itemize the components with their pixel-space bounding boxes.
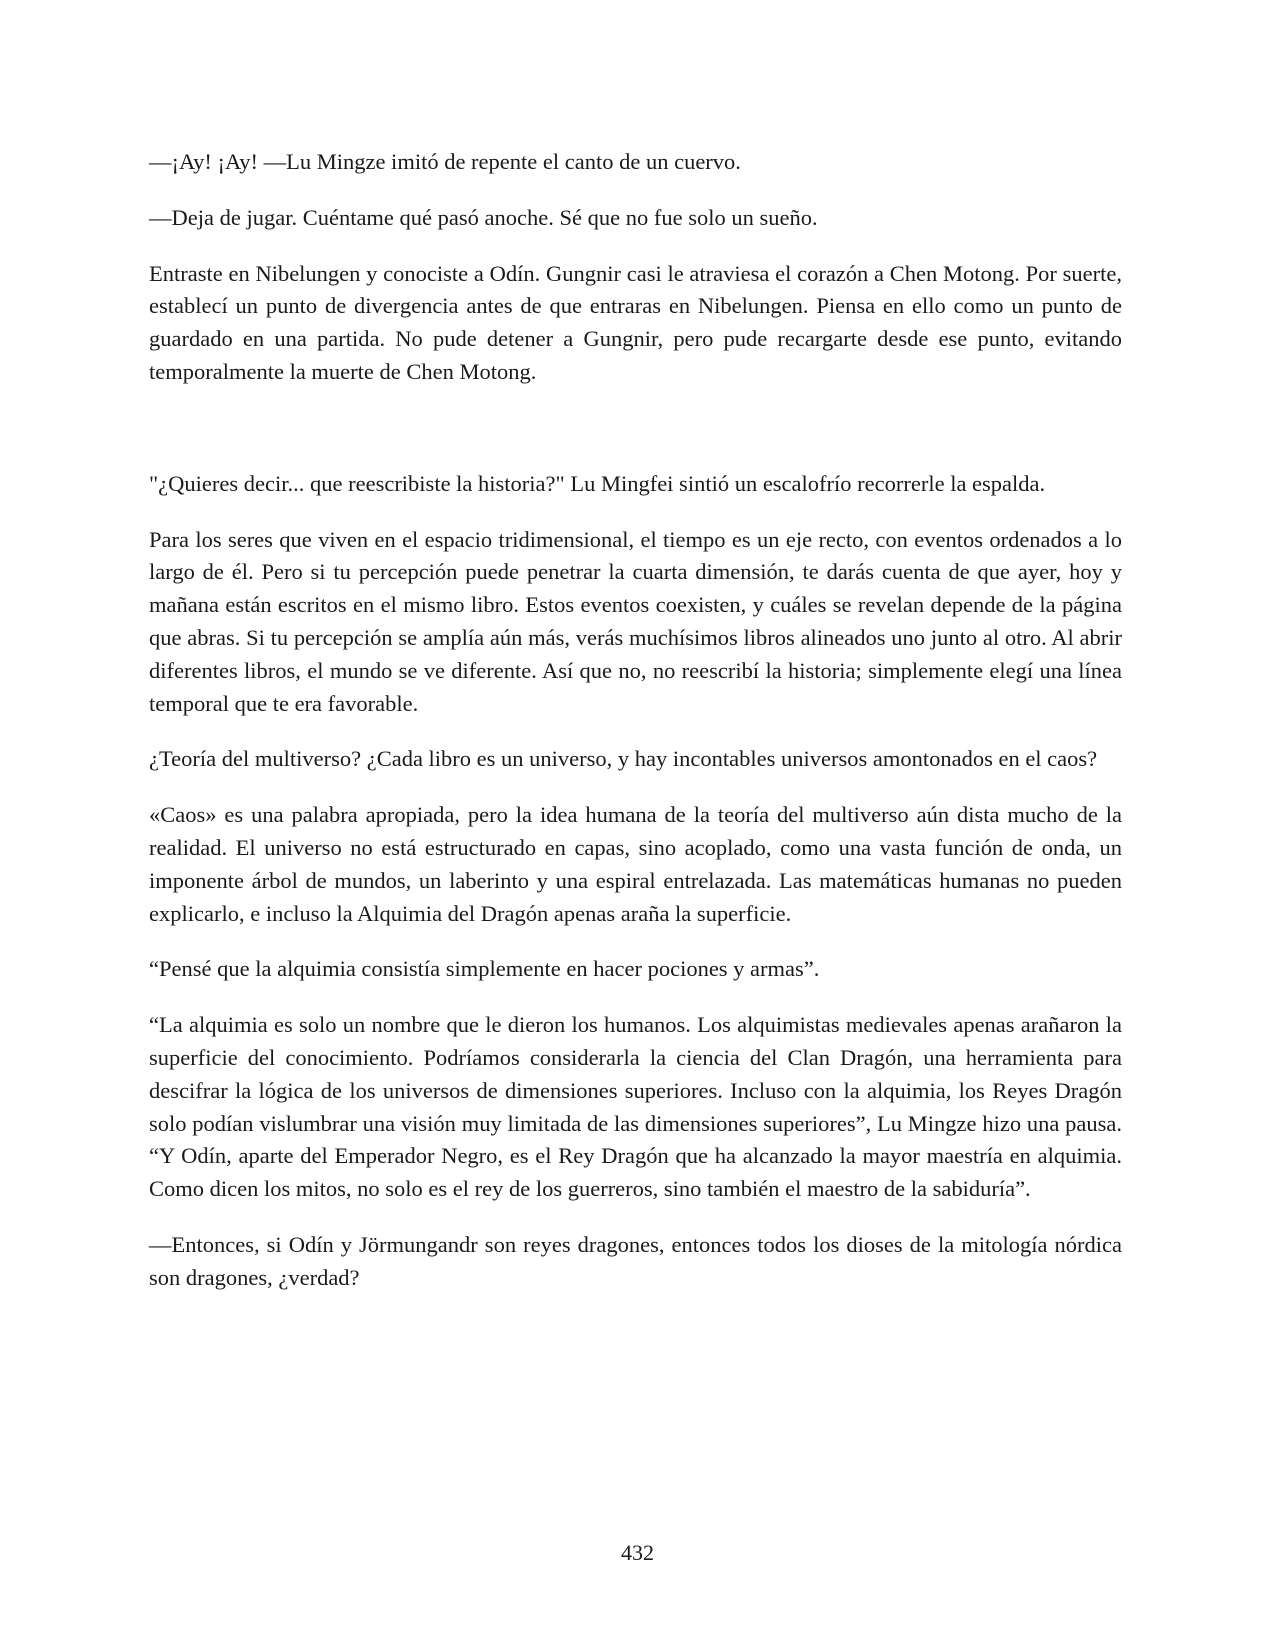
section-gap (149, 412, 1122, 468)
paragraph-6: ¿Teoría del multiverso? ¿Cada libro es un universo, y hay incontables universos amontonados en el caos? (149, 746, 1098, 772)
paragraph-7: «Caos» es una palabra apropiada, pero la idea humana de la teoría del multiverso aún dista mucho de la realidad. El universo no está estructurado en capas, sino acoplado, como una vasta función de onda, un imponente árbol de mundos, un laberinto y una espiral entrelazada. Las matemáticas humanas no pueden explicarlo, e incluso la Alquimia del Dragón apenas araña la superficie. (149, 802, 1122, 926)
paragraph-8: “Pensé que la alquimia consistía simplemente en hacer pociones y armas”. (149, 956, 820, 982)
paragraph-9: “La alquimia es solo un nombre que le dieron los humanos. Los alquimistas medievales apenas arañaron la superficie del conocimiento. Podríamos considerarla la ciencia del Clan Dragón, una herramienta para descifrar la lógica de los universos de dimensiones superiores. Incluso con la alquimia, los Reyes Dragón solo podían vislumbrar una visión muy limitada de las dimensiones superiores”, Lu Mingze hizo una pausa. “Y Odín, aparte del Emperador Negro, es el Rey Dragón que ha alcanzado la mayor maestría en alquimia. Como dicen los mitos, no solo es el rey de los guerreros, sino también el maestro de la sabiduría”. (149, 1012, 1122, 1202)
paragraph-2: —Deja de jugar. Cuéntame qué pasó anoche. Sé que no fue solo un sueño. (149, 204, 818, 230)
paragraph-1: —¡Ay! ¡Ay! —Lu Mingze imitó de repente el canto de un cuervo. (149, 149, 741, 174)
page-body (149, 146, 1122, 1318)
paragraph-5: Para los seres que viven en el espacio tridimensional, el tiempo es un eje recto, con eventos ordenados a lo largo de él. Pero si tu percepción puede penetrar la cuarta dimensión, te darás cuenta de que ayer, hoy y mañana están escritos en el mismo libro. Estos eventos coexisten, y cuáles se revelan depende de la página que abras. Si tu percepción se amplía aún más, verás muchísimos libros alineados uno junto al otro. Al abrir diferentes libros, el mundo se ve diferente. Así que no, no reescribí la historia; simplemente elegí una línea temporal que te era favorable. (149, 526, 1122, 716)
paragraph-3: Entraste en Nibelungen y conociste a Odín. Gungnir casi le atraviesa el corazón a Chen Motong. Por suerte, establecí un punto de divergencia antes de que entraras en Nibelungen. Piensa en ello como un punto de guardado en una partida. No pude detener a Gungnir, pero pude recargarte desde ese punto, evitando temporalmente la muerte de Chen Motong. (149, 260, 1122, 384)
paragraph-4: "¿Quieres decir... que reescribiste la historia?" Lu Mingfei sintió un escalofrío recorrerle la espalda. (149, 470, 1046, 496)
page-number: 432 (621, 1540, 654, 1565)
paragraph-10: —Entonces, si Odín y Jörmungandr son reyes dragones, entonces todos los dioses de la mitología nórdica son dragones, ¿verdad? (149, 1231, 1122, 1290)
